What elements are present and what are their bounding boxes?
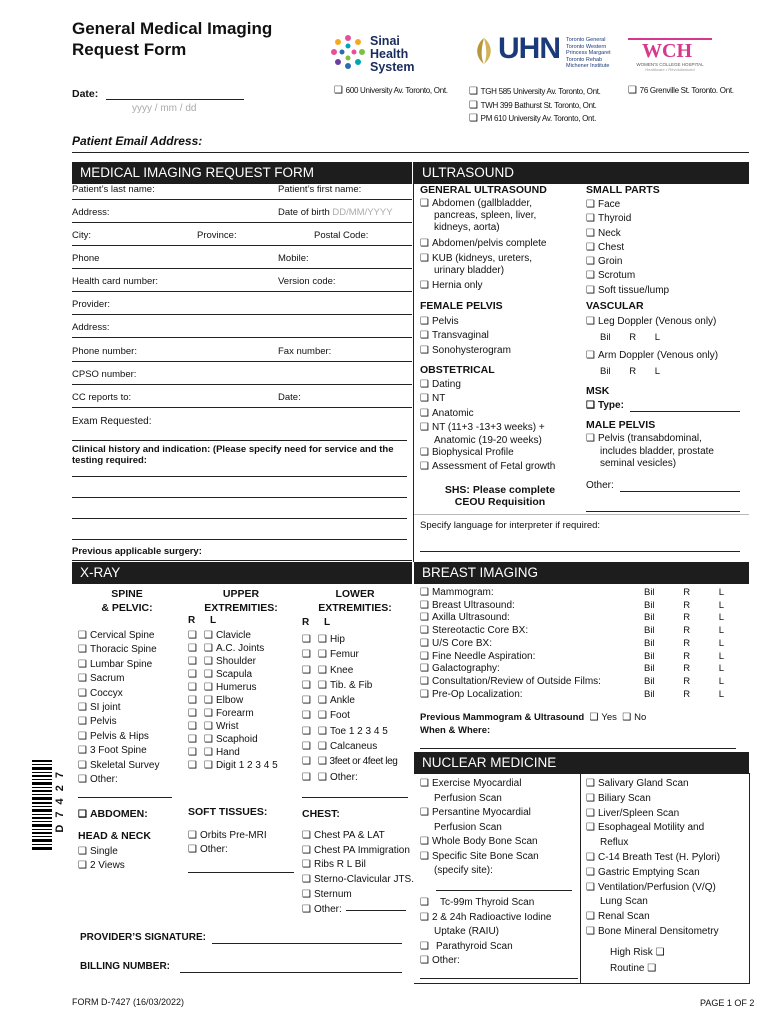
lower-list: ❑ ❑ Hip ❑ ❑ Femur ❑ ❑ Knee ❑ ❑ Tib. & Fib ❑ ❑ Ankle ❑ ❑ Foot ❑ ❑ Toe 1 2 3 4 5 ❑ ❑ Calcaneus ❑ ❑ 3feet or 4feet leg ❑ ❑ Other:	[302, 632, 397, 785]
routine[interactable]: Routine ❑	[610, 963, 659, 974]
chest-other-field[interactable]	[346, 910, 406, 911]
msk-title: MSK	[586, 385, 610, 397]
wch-logo: WCH WOMEN'S COLLEGE HOSPITAL Healthcare • Revolutionized	[628, 38, 712, 76]
name-field[interactable]	[72, 199, 412, 200]
xray-header: X-RAY	[72, 562, 412, 584]
uhn-hospitals: Toronto General Toronto Western Princess Margaret Toronto Rehab Michener Institute	[566, 37, 611, 69]
msk-type-field[interactable]	[630, 411, 740, 412]
form-number: FORM D-7427 (16/03/2022)	[72, 997, 185, 1007]
us-other-field[interactable]	[620, 491, 740, 492]
chest-title: CHEST:	[302, 808, 340, 820]
msk-type[interactable]: ❑ Type:	[586, 400, 624, 411]
sinai-logo	[330, 30, 366, 77]
prev-mammogram: Previous Mammogram & Ultrasound ❑ Yes ❑ No	[420, 712, 646, 723]
address-field[interactable]	[72, 222, 412, 223]
vascular-title: VASCULAR	[586, 300, 644, 312]
page-number: PAGE 1 OF 2	[700, 998, 755, 1008]
provider-address-label: Address:	[72, 322, 110, 333]
email-label: Patient Email Address:	[72, 134, 203, 148]
abdomen-checkbox[interactable]: ❑ ABDOMEN:	[78, 808, 148, 820]
spine-list: ❑ Cervical Spine ❑ Thoracic Spine ❑ Lumbar Spine ❑ Sacrum ❑ Coccyx ❑ SI joint ❑ Pelvis ❑ Pelvis & Hips ❑ 3 Foot Spine ❑ Skeletal Survey ❑ Other:	[78, 629, 159, 787]
when-where-field[interactable]	[420, 748, 736, 749]
upper-list: ❑ ❑ Clavicle ❑ ❑ A.C. Joints ❑ ❑ Shoulder ❑ ❑ Scapula ❑ ❑ Humerus ❑ ❑ Elbow ❑ ❑ Forearm ❑ ❑ Wrist ❑ ❑ Scaphoid ❑ ❑ Hand ❑ ❑ Digit 1 2 3 4 5	[188, 629, 278, 772]
cpso-field[interactable]	[72, 384, 412, 385]
chest-list: ❑ Chest PA & LAT ❑ Chest PA Immigration ❑ Ribs R L Bil ❑ Sterno-Clavicular JTS. ❑ Sternum ❑ Other:	[302, 829, 414, 917]
general-us-list: ❑ Abdomen (gallbladder, pancreas, spleen, liver, kidneys, aorta) ❑ Abdomen/pelvis complete ❑ KUB (kidneys, ureters, urinary bladder) ❑ Hernia only	[420, 198, 546, 292]
uhn-name: UHN	[498, 32, 560, 65]
province-label: Province:	[197, 230, 237, 241]
lower-other-field[interactable]	[302, 797, 408, 798]
phone-label: Phone	[72, 253, 100, 264]
sinai-address[interactable]: ❑ 600 University Av. Toronto, Ont.	[334, 85, 448, 96]
cc-field[interactable]	[72, 407, 412, 408]
phone-field[interactable]	[72, 268, 412, 269]
clinical-label: Clinical history and indication: (Please specify need for service and the testing required:	[72, 444, 394, 466]
breast-header: BREAST IMAGING	[414, 562, 749, 584]
breast-list: ❑ Mammogram: ❑ Breast Ultrasound: ❑ Axilla Ultrasound: ❑ Stereotactic Core BX: ❑ U/S Core BX: ❑ Fine Needle Aspiration: ❑ Galactography: ❑ Consultation/Review of Outside Films: ❑ Pre-Op Localization:	[420, 587, 601, 701]
prev-surgery-label: Previous applicable surgery:	[72, 546, 202, 557]
clinical-line-3[interactable]	[72, 518, 407, 519]
nuclear-header: NUCLEAR MEDICINE	[414, 752, 749, 774]
wch-address[interactable]: ❑ 76 Grenville St. Toronto. Ont.	[628, 85, 734, 96]
signature-field[interactable]	[212, 943, 402, 944]
nuclear-right-list: ❑ Salivary Gland Scan ❑ Biliary Scan ❑ Liver/Spleen Scan ❑ Esophageal Motility and Reflux ❑ C-14 Breath Test (H. Pylori) ❑ Gastric Emptying Scan ❑ Ventilation/Perfusion (V/Q) Lung Scan ❑ Renal Scan ❑ Bone Mineral Densitometry	[586, 777, 720, 940]
us-other-field-2[interactable]	[586, 511, 740, 512]
barcode	[32, 760, 52, 850]
address-label: Address:	[72, 207, 110, 218]
arm-bil-r-l[interactable]: Bil R L	[600, 366, 661, 377]
health-card-field[interactable]	[72, 291, 412, 292]
provider-address-field[interactable]	[72, 337, 412, 338]
postal-label: Postal Code:	[314, 230, 369, 241]
spine-title: SPINE & PELVIC:	[101, 588, 153, 614]
uhn-addresses: ❑ TGH 585 University Av. Toronto, Ont. ❑ TWH 399 Bathurst St. Toronto, Ont. ❑ PM 610 University Av. Toronto, Ont.	[469, 85, 601, 126]
signature-label: PROVIDER’S SIGNATURE:	[80, 932, 206, 943]
interpreter-field[interactable]	[420, 551, 740, 552]
prev-surgery-field[interactable]	[72, 560, 412, 561]
male-pelvis-list: ❑ Pelvis (transabdominal, includes bladder, prostate seminal vesicles)	[586, 433, 714, 471]
leg-bil-r-l[interactable]: Bil R L	[600, 332, 661, 343]
provider-phone-label: Phone number:	[72, 346, 137, 357]
version-label: Version code:	[278, 276, 336, 287]
soft-other-field[interactable]	[188, 872, 294, 873]
provider-phone-field[interactable]	[72, 361, 412, 362]
clinical-line-2[interactable]	[72, 497, 407, 498]
small-parts-title: SMALL PARTS	[586, 184, 660, 196]
billing-label: BILLING NUMBER:	[80, 961, 170, 972]
soft-tissues-list: ❑ Orbits Pre-MRI ❑ Other:	[188, 829, 267, 858]
health-card-label: Health card number:	[72, 276, 159, 287]
uhn-emblem-icon	[470, 36, 498, 66]
soft-tissues-title: SOFT TISSUES:	[188, 806, 268, 818]
arm-doppler[interactable]: ❑ Arm Doppler (Venous only)	[586, 350, 718, 361]
sinai-star-icon	[330, 30, 366, 74]
nuclear-left-list-2: ❑ Tc-99m Thyroid Scan ❑ 2 & 24h Radioactive Iodine Uptake (RAIU) ❑ Parathyroid Scan ❑ Other:	[420, 896, 552, 969]
clinical-line-1[interactable]	[72, 476, 407, 477]
general-us-title: GENERAL ULTRASOUND	[420, 184, 547, 196]
billing-field[interactable]	[180, 972, 402, 973]
nuclear-other-field[interactable]	[420, 978, 578, 979]
high-risk[interactable]: High Risk ❑	[610, 947, 668, 958]
first-name-label: Patient’s first name:	[278, 184, 362, 195]
city-label: City:	[72, 230, 91, 241]
mobile-label: Mobile:	[278, 253, 309, 264]
male-pelvis-title: MALE PELVIS	[586, 419, 656, 431]
uhn-logo	[470, 36, 498, 69]
provider-date-label: Date:	[278, 392, 301, 403]
shs-note: SHS: Please complete CEOU Requisition	[444, 484, 556, 508]
date-hint: yyyy / mm / dd	[132, 103, 197, 114]
dob-label: Date of birth DD/MM/YYYY	[278, 207, 393, 218]
lower-title: LOWER EXTREMITIES:	[318, 588, 392, 614]
last-name-label: Patient’s last name:	[72, 184, 155, 195]
specific-site-field[interactable]	[436, 890, 572, 891]
head-neck-title: HEAD & NECK	[78, 830, 151, 842]
date-field[interactable]	[106, 99, 244, 100]
nuclear-left-list: ❑ Exercise Myocardial Perfusion Scan ❑ Persantine Myocardial Perfusion Scan ❑ Whole Body Bone Scan ❑ Specific Site Bone Scan (specify site):	[420, 777, 539, 879]
leg-doppler[interactable]: ❑ Leg Doppler (Venous only)	[586, 316, 716, 327]
provider-field[interactable]	[72, 314, 412, 315]
female-pelvis-list: ❑ Pelvis ❑ Transvaginal ❑ Sonohysterogram	[420, 315, 511, 358]
fax-label: Fax number:	[278, 346, 332, 357]
city-field[interactable]	[72, 245, 412, 246]
interpreter-label: Specify language for interpreter if required:	[420, 520, 601, 531]
female-pelvis-title: FEMALE PELVIS	[420, 300, 503, 312]
provider-label: Provider:	[72, 299, 111, 310]
barcode-icon	[32, 760, 52, 850]
date-label: Date:	[72, 88, 99, 100]
cpso-label: CPSO number:	[72, 369, 137, 380]
cc-label: CC reports to:	[72, 392, 132, 403]
small-parts-list: ❑ Face ❑ Thyroid ❑ Neck ❑ Chest ❑ Groin ❑ Scrotum ❑ Soft tissue/lump	[586, 198, 669, 298]
exam-label: Exam Requested:	[72, 416, 152, 427]
barcode-text: D 7 4 2 7	[54, 770, 66, 833]
upper-title: UPPER EXTREMITIES:	[204, 588, 278, 614]
ultrasound-header: ULTRASOUND	[414, 162, 749, 184]
form-header: MEDICAL IMAGING REQUEST FORM	[72, 162, 412, 184]
email-field[interactable]	[72, 152, 749, 153]
obstetrical-title: OBSTETRICAL	[420, 364, 495, 376]
spine-other-field[interactable]	[78, 797, 172, 798]
lower-rl-header: R L	[302, 617, 331, 628]
head-neck-list: ❑ Single ❑ 2 Views	[78, 845, 125, 874]
clinical-line-4[interactable]	[72, 539, 407, 540]
us-other-label: Other:	[586, 480, 614, 491]
sinai-name: Sinai Health System	[370, 34, 415, 74]
breast-bil-r-l: Bil R L Bil R L Bil R L Bil R L Bil R L Bil R L Bil R L Bil R L Bil R L	[644, 587, 725, 700]
when-where-label: When & Where:	[420, 725, 491, 736]
obstetrical-list: ❑ Dating ❑ NT ❑ Anatomic ❑ NT (11+3 -13+3 weeks) + Anatomic (19-20 weeks) ❑ Biophysical Profile ❑ Assessment of Fetal growth	[420, 378, 555, 475]
form-title: General Medical Imaging Request Form	[72, 19, 273, 59]
upper-rl-header: R L	[188, 615, 217, 626]
exam-field[interactable]	[72, 440, 407, 441]
